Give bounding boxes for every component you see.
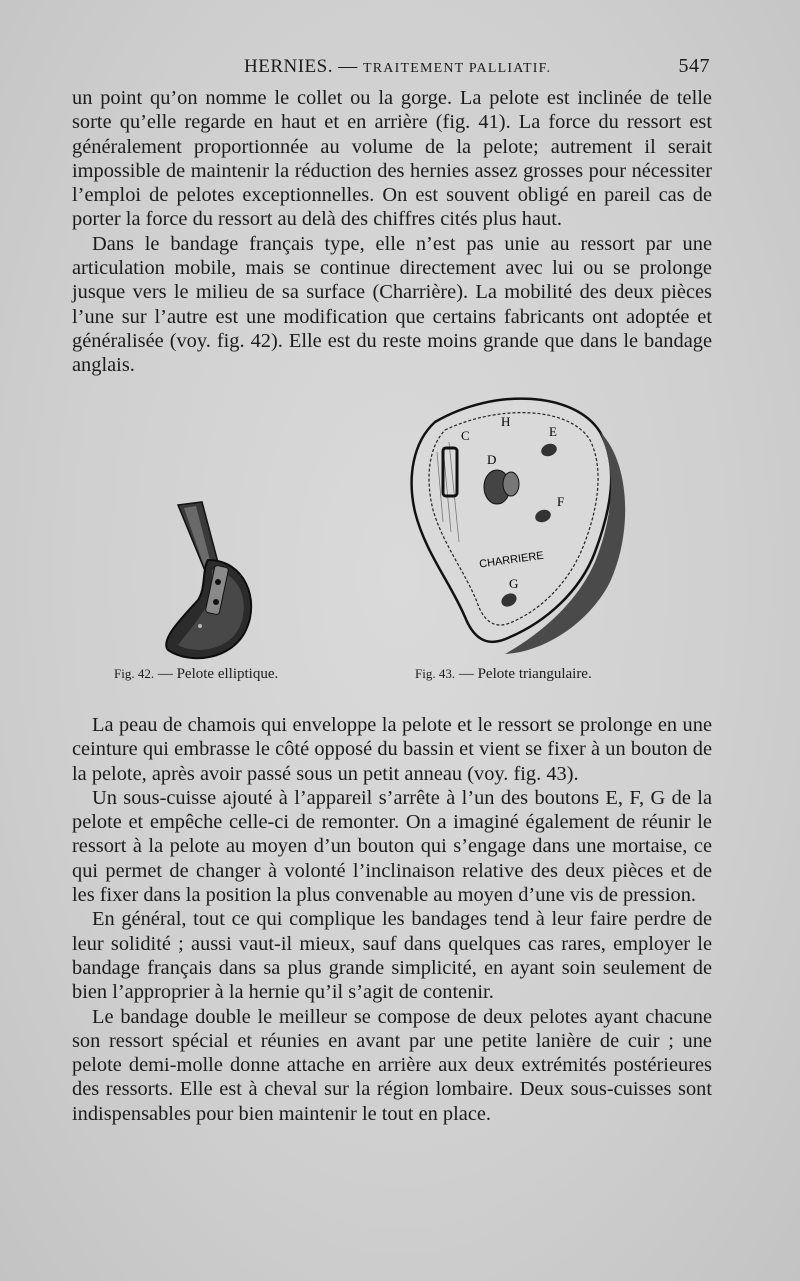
figure-43-caption-text: — Pelote triangulaire. (458, 666, 592, 682)
fig43-letter-e: E (549, 424, 557, 439)
fig43-letter-f: F (557, 494, 565, 509)
body-text-top (72, 86, 712, 378)
fig43-letter-h: H (501, 414, 511, 429)
running-title-sub: TRAITEMENT PALLIATIF. (362, 61, 552, 76)
running-title-main: HERNIES. — (244, 56, 358, 77)
figure-42-label: Fig. 42. (114, 666, 155, 681)
figure-43-caption (415, 666, 592, 683)
figure-43-triangular-pad (405, 392, 640, 672)
paragraph: Dans le bandage français type, elle n’est pas unie au ressort par une articulation mobile, mais se continue directement avec lui ou se prolonge jusque vers le milieu de sa surface (Charrière). La mobilité des deux pièces l’une sur l’autre est une modification que certains fabricants ont adoptée et généralisée (voy. fig. 42). Elle est du reste moins grande que dans le bandage anglais. (72, 232, 712, 377)
figure-42-caption (114, 666, 278, 683)
body-text-bottom (72, 713, 712, 1126)
paragraph: Un sous-cuisse ajouté à l’appareil s’arrête à l’un des boutons E, F, G de la pelote et empêche celle-ci de remonter. On a imaginé également de réunir le ressort à la pelote au moyen d’un bouton qui s’engage dans une mortaise, ce qui permet de changer à volonté l’inclinaison relative des deux pièces et de les fixer dans la position la plus convenable au moyen d’une vis de pression. (72, 786, 712, 907)
figure-43-label: Fig. 43. (415, 666, 456, 681)
paragraph: En général, tout ce qui complique les bandages tend à leur faire perdre de leur solidité ; aussi vaut-il mieux, sauf dans quelques cas rares, employer le bandage français dans sa plus grande simplicité, en ayant soin seulement de bien l’approprier à la hernie qu’il s’agit de contenir. (72, 908, 712, 1004)
fig43-letter-c: C (461, 428, 470, 443)
fig43-letter-g: G (509, 576, 519, 591)
paragraph: Le bandage double le meilleur se compose de deux pelotes ayant chacune son ressort spécial et réunies en avant par une petite lanière de cuir ; une pelote demi-molle donne attache en arrière aux deux extrémités postérieures des ressorts. Elle est à cheval sur la région lombaire. Deux sous-cuisses sont indispensables pour bien maintenir le tout en place. (72, 1005, 712, 1125)
figure-42-elliptic-pad (150, 500, 270, 670)
page-number: 547 (678, 55, 710, 77)
running-title (244, 56, 551, 78)
fig43-letter-d: D (487, 452, 497, 467)
fig43-stamp: CHARRIERE (478, 549, 545, 571)
running-header (72, 52, 712, 82)
paragraph: un point qu’on nomme le collet ou la gorge. La pelote est inclinée de telle sorte qu’elle regarde en haut et en arrière (fig. 41). La force du ressort est généralement proportionnée au volume de la pelote; autrement il serait impossible de maintenir la réduction des hernies assez grosses pour nécessiter l’emploi de pelotes exceptionnelles. On est souvent obligé en pareil cas de porter la force du ressort au delà des chiffres cités plus haut. (72, 87, 712, 231)
paragraph: La peau de chamois qui enveloppe la pelote et le ressort se prolonge en une ceinture qui embrasse le côté opposé du bassin et vient se fixer à un bouton de la pelote, après avoir passé sous un petit anneau (voy. fig. 43). (72, 714, 712, 785)
figure-42-caption-text: — Pelote elliptique. (157, 666, 279, 682)
